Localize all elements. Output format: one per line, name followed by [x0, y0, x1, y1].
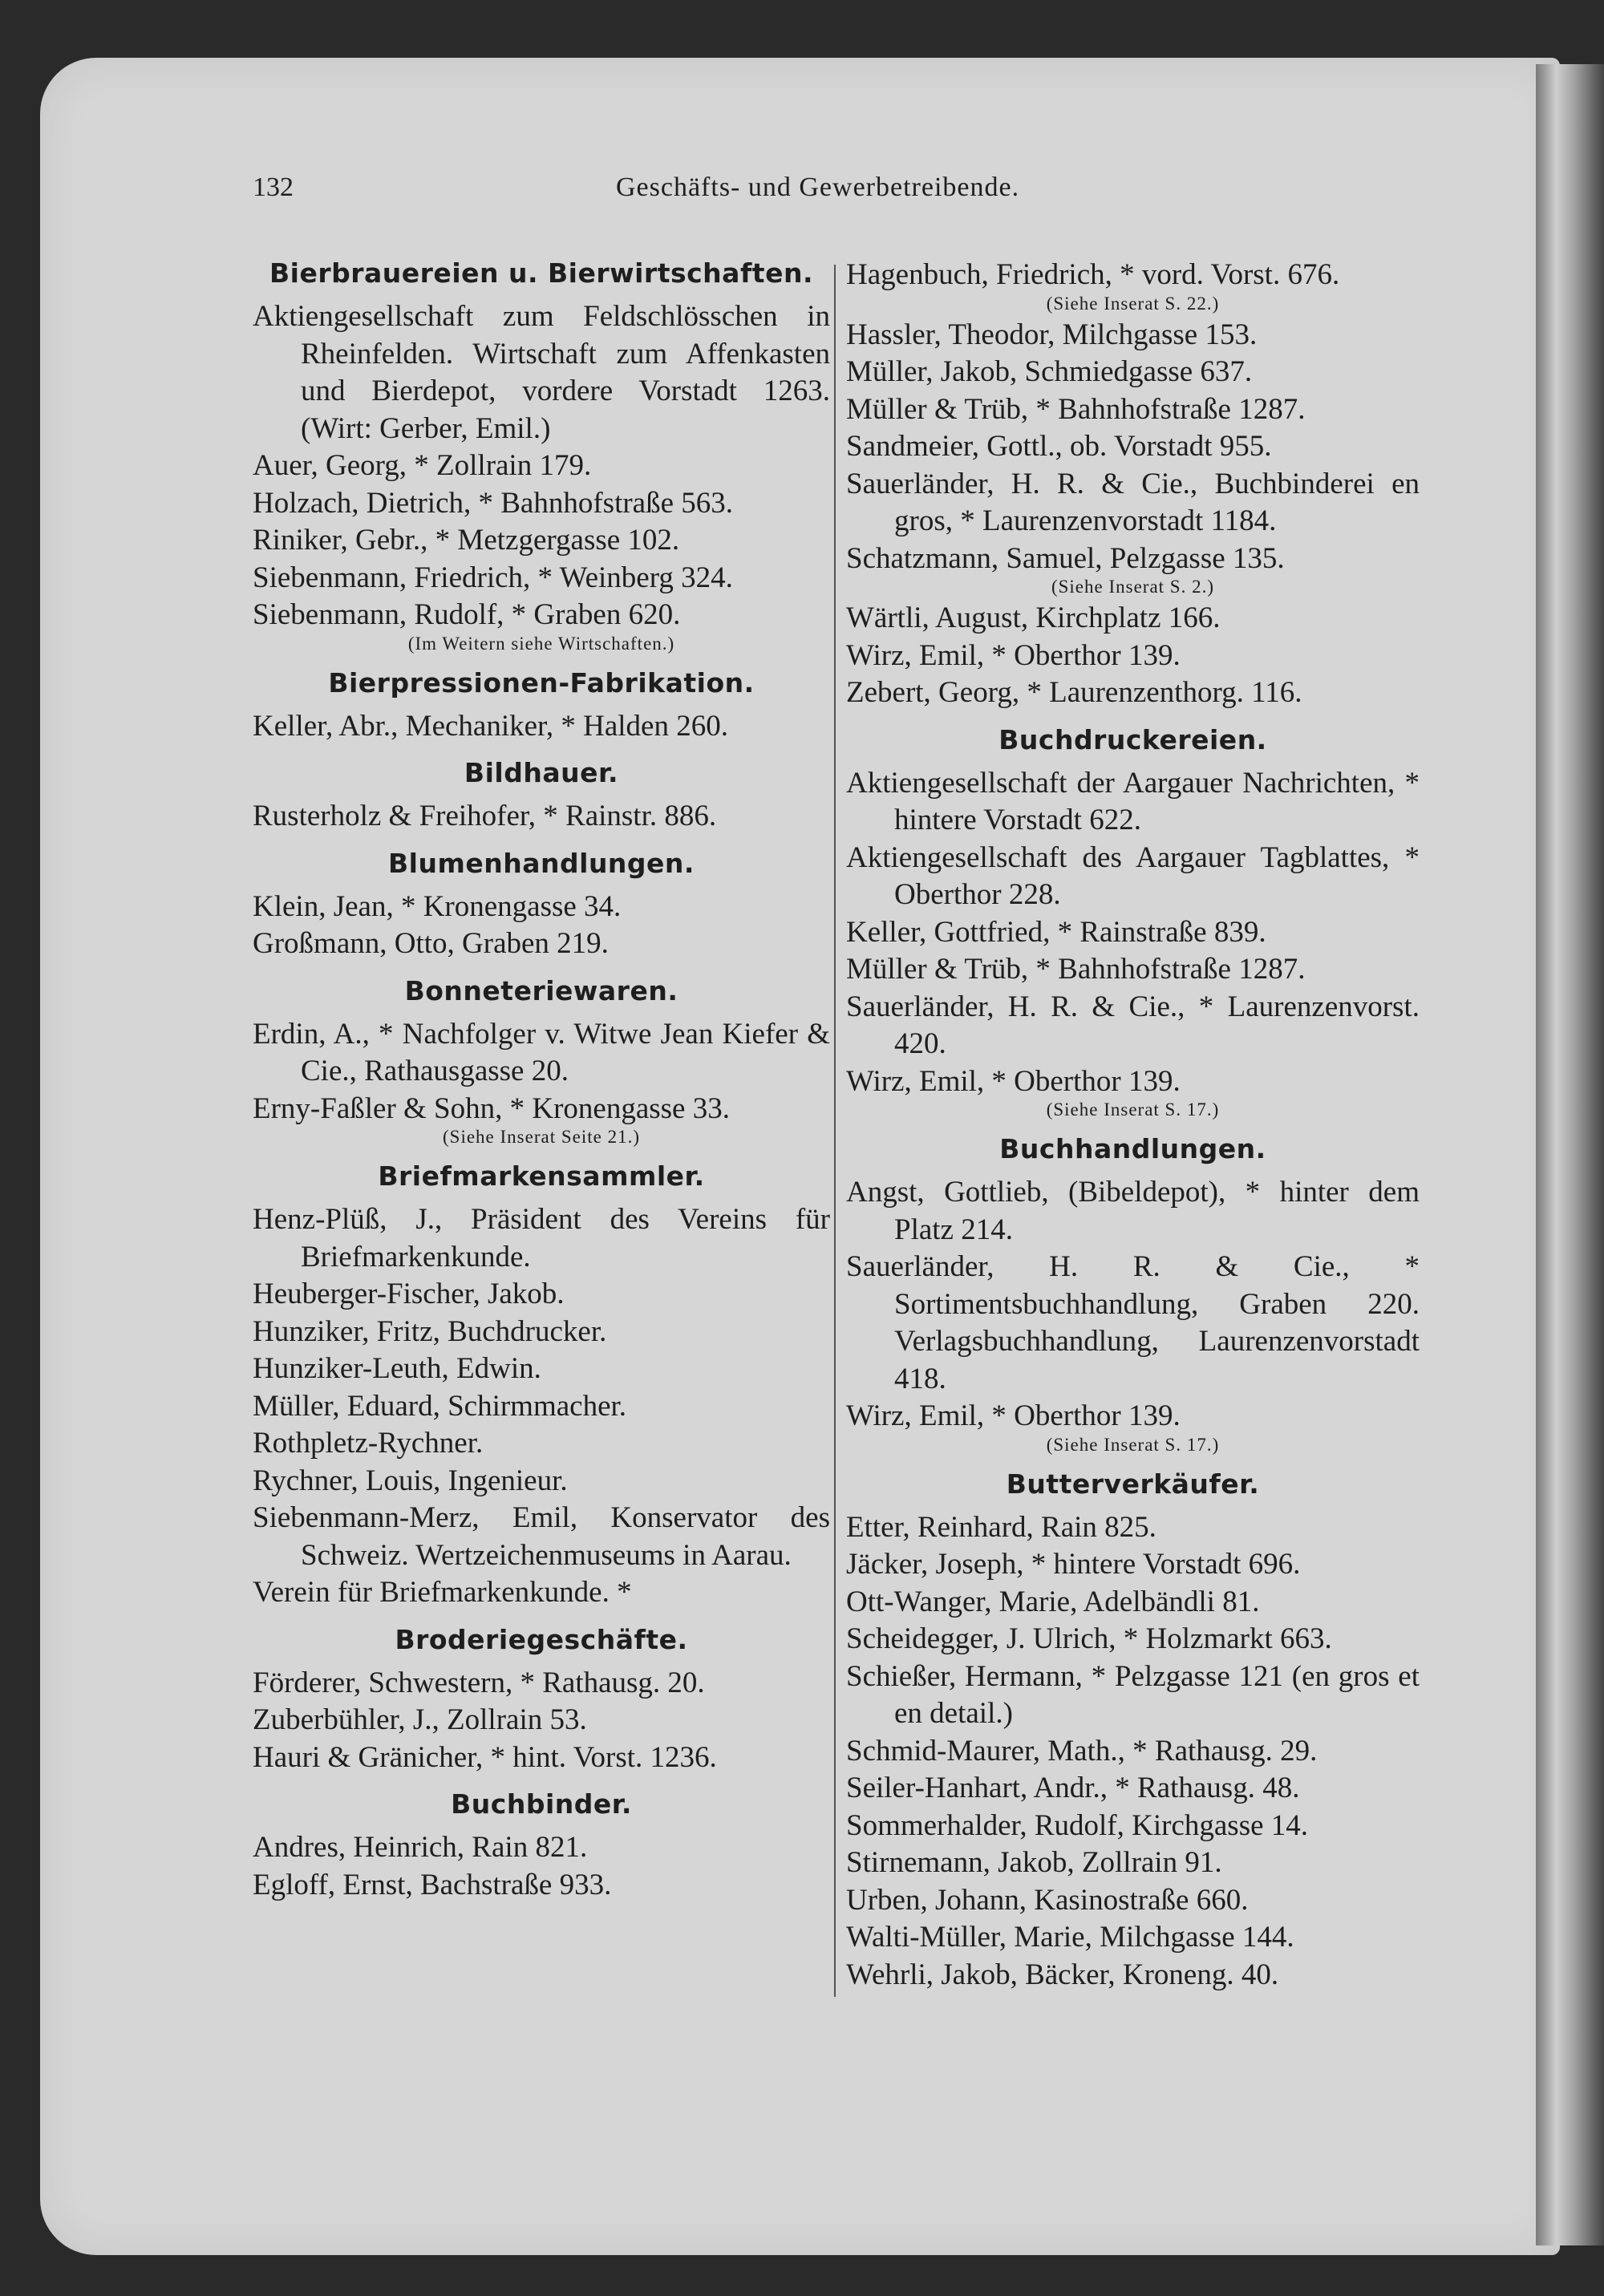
entry: Hunziker, Fritz, Buchdrucker. [253, 1314, 607, 1348]
entry: Seiler-Hanhart, Andr., * Rathausg. 48. [846, 1772, 1300, 1804]
entry: Keller, Gottfried, * Rainstraße 839. [846, 915, 1266, 949]
entry: Angst, Gottlieb, (Bibeldepot), * hinter dem Platz 214. [846, 1176, 1420, 1246]
entry: Egloff, Ernst, Bachstraße 933. [253, 1868, 612, 1901]
reference-note: (Siehe Inserat S. 17.) [1046, 1434, 1220, 1455]
entry: Hunziker-Leuth, Edwin. [253, 1352, 541, 1385]
entry: Erdin, A., * Nachfolger v. Witwe Jean Kiefer & Cie., Rathausgasse 20. [253, 1017, 830, 1087]
entry: Sauerländer, H. R. & Cie., * Sortimentsbuchhandlung, Graben 220. Verlagsbuchhandlung, Laurenzenvorstadt 418. [846, 1250, 1420, 1395]
entry: Siebenmann-Merz, Emil, Konservator des Schweiz. Wertzeichenmuseums in Aarau. [253, 1501, 830, 1572]
entry: Aktiengesellschaft zum Feldschlösschen in Rheinfelden. Wirtschaft zum Affenkasten und Bierdepot, vordere Vorstadt 1263. (Wirt: Gerber, Emil.) [253, 300, 830, 445]
entry: Riniker, Gebr., * Metzgergasse 102. [253, 524, 680, 557]
entry: Hauri & Gränicher, * hint. Vorst. 1236. [253, 1740, 717, 1774]
entry: Andres, Heinrich, Rain 821. [253, 1831, 588, 1864]
page-header [253, 172, 1412, 213]
entry: Jäcker, Joseph, * hintere Vorstadt 696. [846, 1548, 1301, 1581]
entry: Sommerhalder, Rudolf, Kirchgasse 14. [846, 1808, 1309, 1842]
entry: Müller & Trüb, * Bahnhofstraße 1287. [846, 953, 1306, 986]
entry: Sauerländer, H. R. & Cie., * Laurenzenvorst. 420. [846, 990, 1420, 1060]
entry: Holzach, Dietrich, * Bahnhofstraße 563. [253, 486, 734, 520]
entry: Wehrli, Jakob, Bäcker, Kroneng. 40. [846, 1958, 1279, 1991]
section-title: Buchbinder. [451, 1788, 632, 1820]
entry: Scheidegger, J. Ulrich, * Holzmarkt 663. [846, 1622, 1332, 1655]
entry: Siebenmann, Rudolf, * Graben 620. [253, 598, 681, 631]
page-number: 132 [253, 172, 294, 202]
reference-note: (Im Weitern siehe Wirtschaften.) [407, 633, 675, 654]
entry: Heuberger-Fischer, Jakob. [253, 1278, 565, 1310]
entry: Henz-Plüß, J., Präsident des Vereins für Briefmarkenkunde. [253, 1203, 830, 1274]
section-title: Briefmarkensammler. [378, 1160, 705, 1192]
entry: Müller & Trüb, * Bahnhofstraße 1287. [846, 392, 1306, 426]
entry: Schmid-Maurer, Math., * Rathausg. 29. [846, 1734, 1318, 1768]
entry: Zuberbühler, J., Zollrain 53. [253, 1703, 587, 1736]
entry: Hagenbuch, Friedrich, * vord. Vorst. 676. [846, 258, 1340, 291]
entry: Aktiengesellschaft des Aargauer Tagblattes, * Oberthor 228. [846, 840, 1420, 911]
entry: Siebenmann, Friedrich, * Weinberg 324. [253, 561, 733, 594]
right-column [846, 257, 1420, 1994]
entry: Walti-Müller, Marie, Milchgasse 144. [846, 1921, 1294, 1954]
entry: Zebert, Georg, * Laurenzenthorg. 116. [846, 676, 1302, 709]
section-title: Broderiegeschäfte. [395, 1623, 688, 1655]
reference-note: (Siehe Inserat S. 2.) [1051, 577, 1215, 597]
entry: Wärtli, August, Kirchplatz 166. [846, 601, 1221, 634]
entry: Wirz, Emil, * Oberthor 139. [846, 1064, 1181, 1098]
section-title: Butterverkäufer. [1006, 1468, 1260, 1500]
entry: Ott-Wanger, Marie, Adelbändli 81. [846, 1585, 1260, 1618]
entry: Förderer, Schwestern, * Rathausg. 20. [253, 1666, 705, 1699]
entry: Wirz, Emil, * Oberthor 139. [846, 1399, 1181, 1432]
entry: Sauerländer, H. R. & Cie., Buchbinderei en gros, * Laurenzenvorstadt 1184. [846, 467, 1420, 537]
section-title: Blumenhandlungen. [388, 847, 695, 879]
reference-note: (Siehe Inserat S. 22.) [1046, 293, 1220, 314]
section-title: Buchdruckereien. [998, 723, 1267, 755]
entry: Auer, Georg, * Zollrain 179. [253, 449, 592, 482]
entry: Aktiengesellschaft der Aargauer Nachrichten, * hintere Vorstadt 622. [846, 766, 1420, 836]
entry: Etter, Reinhard, Rain 825. [846, 1510, 1156, 1544]
left-column [253, 257, 830, 1904]
page-edge [1536, 64, 1604, 2245]
entry: Wirz, Emil, * Oberthor 139. [846, 638, 1181, 672]
entry: Müller, Eduard, Schirmmacher. [253, 1389, 627, 1423]
entry: Müller, Jakob, Schmiedgasse 637. [846, 355, 1253, 388]
entry: Rothpletz-Rychner. [253, 1427, 484, 1460]
entry: Schießer, Hermann, * Pelzgasse 121 (en gros et en detail.) [846, 1659, 1420, 1730]
reference-note: (Siehe Inserat S. 17.) [1046, 1099, 1220, 1120]
entry: Keller, Abr., Mechaniker, * Halden 260. [253, 709, 728, 743]
section-title: Bildhauer. [464, 757, 619, 788]
entry: Rusterholz & Freihofer, * Rainstr. 886. [253, 800, 717, 832]
entry: Rychner, Louis, Ingenieur. [253, 1464, 568, 1497]
section-title: Bierpressionen-Fabrikation. [328, 666, 755, 699]
entry: Urben, Johann, Kasinostraße 660. [846, 1883, 1249, 1917]
entry: Verein für Briefmarkenkunde. * [253, 1576, 632, 1609]
entry: Klein, Jean, * Kronengasse 34. [253, 889, 622, 923]
entry: Hassler, Theodor, Milchgasse 153. [846, 318, 1258, 351]
reference-note: (Siehe Inserat Seite 21.) [443, 1127, 640, 1147]
section-title: Bierbrauereien u. Bierwirtschaften. [269, 257, 813, 289]
entry: Großmann, Otto, Graben 219. [253, 927, 609, 960]
entry: Stirnemann, Jakob, Zollrain 91. [846, 1846, 1222, 1879]
entry: Erny-Faßler & Sohn, * Kronengasse 33. [253, 1091, 730, 1125]
section-title: Bonneteriewaren. [404, 974, 678, 1006]
column-divider [834, 265, 836, 1997]
entry: Schatzmann, Samuel, Pelzgasse 135. [846, 541, 1285, 575]
entry: Sandmeier, Gottl., ob. Vorstadt 955. [846, 430, 1272, 463]
section-title: Buchhandlungen. [999, 1133, 1266, 1164]
running-title: Geschäfts- und Gewerbetreibende. [616, 172, 1020, 202]
